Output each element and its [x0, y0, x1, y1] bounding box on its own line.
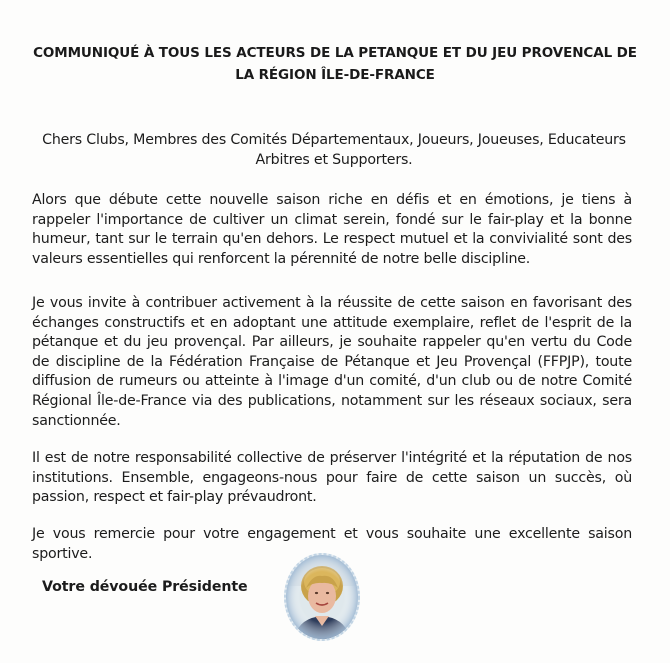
paragraph-invitation: Je vous invite à contribuer activement à la réussite de cette saison en favorisant des échanges constructifs et en adoptant une attitude exemplaire, reflet de l'esprit de la pétanque et du jeu provençal. Par ailleurs, je souhaite rappeler qu'en vertu du Code de discipline de la Fédération Française de Pétanque et Jeu Provençal (FFPJP), toute diffusion de rumeurs ou atteinte à l'image d'un comité, d'un club ou de notre Comité Régional Île-de-France via des publications, notamment sur les réseaux sociaux, sera sanctionnée. [32, 295, 632, 429]
portrait-icon [283, 552, 361, 642]
salutation-line-2: Arbitres et Supporters. [255, 152, 413, 168]
title-line-1: COMMUNIQUÉ À TOUS LES ACTEURS DE LA PETANQUE ET DU JEU PROVENCAL DE [33, 45, 637, 61]
paragraph-intro: Alors que débute cette nouvelle saison riche en défis et en émotions, je tiens à rappeler l'importance de cultiver un climat serein, fondé sur le fair-play et la bonne humeur, tant sur le terrain qu'en dehors. Le respect mutuel et la convivialité sont des valeurs essentielles qui renforcent la pérennité de notre belle discipline. [32, 192, 632, 267]
salutation [34, 130, 634, 170]
document-title [30, 42, 640, 86]
paragraph-thanks: Je vous remercie pour votre engagement et vous souhaite une excellente saison sportive. [32, 526, 632, 562]
title-line-2: LA RÉGION ÎLE-DE-FRANCE [235, 67, 435, 83]
signoff: Votre dévouée Présidente [42, 579, 248, 595]
portrait-photo [283, 552, 361, 642]
paragraph-responsibility: Il est de notre responsabilité collective de préserver l'intégrité et la réputation de nos institutions. Ensemble, engageons-nous pour faire de cette saison un succès, où passion, respect et fair-play prévaudront. [32, 450, 632, 506]
salutation-line-1: Chers Clubs, Membres des Comités Départementaux, Joueurs, Joueuses, Educateurs [42, 132, 626, 148]
